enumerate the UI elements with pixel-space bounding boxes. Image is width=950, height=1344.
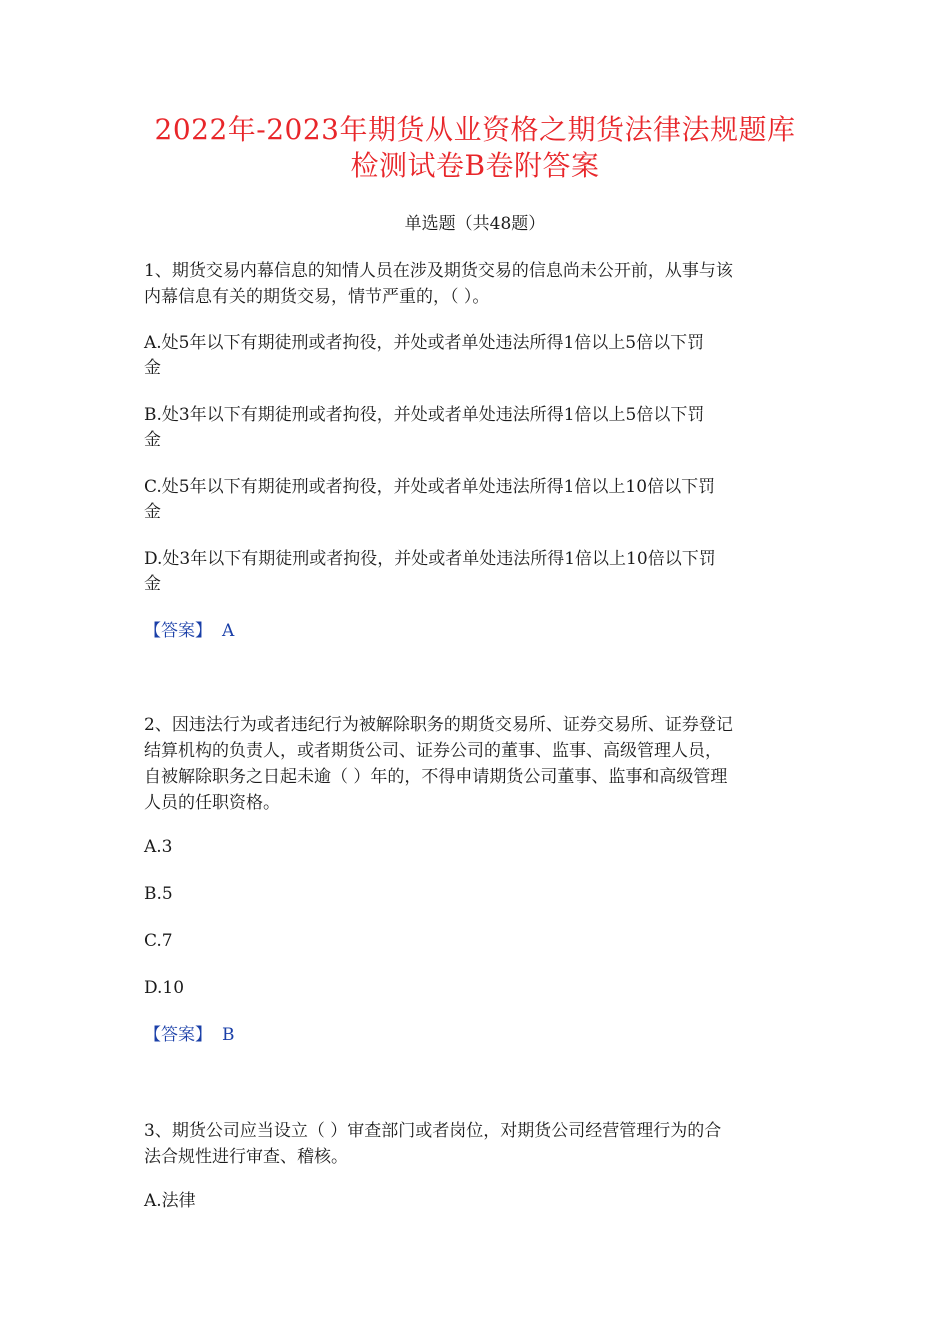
question-2-option-b: B.5	[144, 884, 173, 904]
question-1-option-a-line1: A.处5年以下有期徒刑或者拘役，并处或者单处违法所得1倍以上5倍以下罚	[144, 333, 705, 353]
question-2-option-a: A.3	[144, 837, 173, 857]
question-1-option-b-line1: B.处3年以下有期徒刑或者拘役，并处或者单处违法所得1倍以上5倍以下罚	[144, 405, 705, 425]
question-3-option-a: A.法律	[144, 1191, 196, 1211]
question-1-option-c-line2: 金	[144, 502, 161, 522]
question-1-option-a-line2: 金	[144, 358, 161, 378]
answer-value: B	[222, 1025, 235, 1045]
question-1-option-b-line2: 金	[144, 430, 161, 450]
question-2-answer	[144, 1022, 824, 1048]
answer-value: A	[222, 621, 235, 641]
question-2-stem-line2: 结算机构的负责人，或者期货公司、证券公司的董事、监事、高级管理人员，	[144, 741, 722, 761]
question-1-stem-line1: 1、期货交易内幕信息的知情人员在涉及期货交易的信息尚未公开前，从事与该	[144, 261, 733, 281]
question-2-option-c: C.7	[144, 931, 173, 951]
section-title: 单选题（共48题）	[404, 214, 546, 234]
question-2-stem-line1: 2、因违法行为或者违纪行为被解除职务的期货交易所、证券交易所、证券登记	[144, 715, 733, 735]
question-1-option-d-line2: 金	[144, 574, 161, 594]
question-2-stem-line3: 自被解除职务之日起未逾（ ）年的，不得申请期货公司董事、监事和高级管理	[144, 767, 728, 787]
question-1-stem-line2: 内幕信息有关的期货交易，情节严重的，（ ）。	[144, 287, 490, 307]
question-1-option-c-line1: C.处5年以下有期徒刑或者拘役，并处或者单处违法所得1倍以上10倍以下罚	[144, 477, 716, 497]
answer-label: 【答案】	[144, 1025, 212, 1045]
question-2-stem-line4: 人员的任职资格。	[144, 793, 280, 813]
document-title-line2: 检测试卷B卷附答案	[350, 149, 600, 182]
question-3-stem-line2: 法合规性进行审查、稽核。	[144, 1147, 348, 1167]
answer-label: 【答案】	[144, 621, 212, 641]
document-title-line1: 2022年-2023年期货从业资格之期货法律法规题库	[154, 113, 796, 146]
question-3-stem-line1: 3、期货公司应当设立（ ）审查部门或者岗位，对期货公司经营管理行为的合	[144, 1121, 722, 1141]
question-2-option-d: D.10	[144, 978, 185, 998]
question-1-answer	[144, 618, 824, 644]
question-1-option-d-line1: D.处3年以下有期徒刑或者拘役，并处或者单处违法所得1倍以上10倍以下罚	[144, 549, 716, 569]
